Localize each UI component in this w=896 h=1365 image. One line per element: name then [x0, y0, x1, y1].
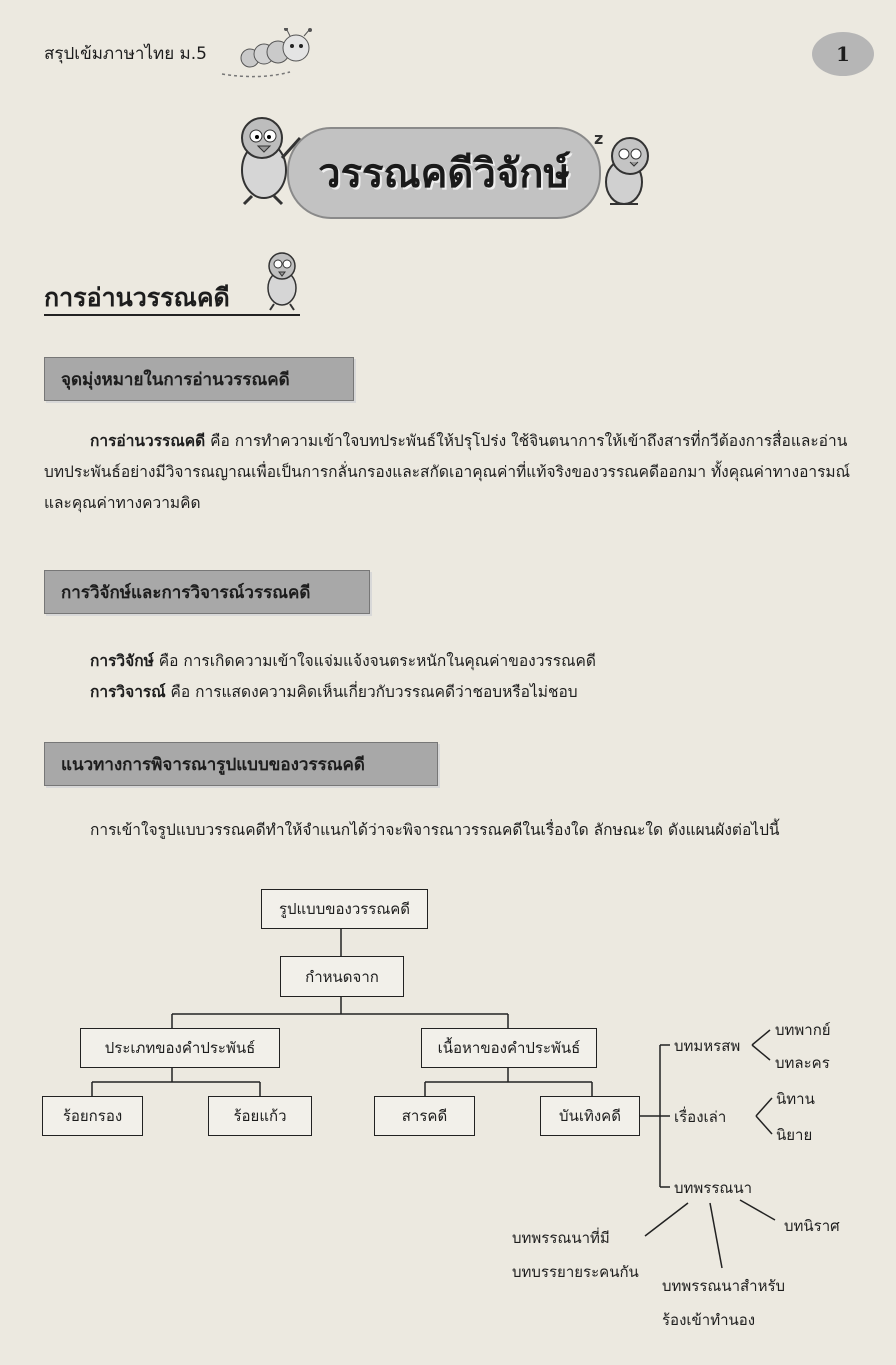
- diagram-prose: ร้อยแก้ว: [208, 1096, 312, 1136]
- subsection-heading-purpose: จุดมุ่งหมายในการอ่านวรรณคดี: [44, 357, 354, 401]
- diagram-fiction: บันเทิงคดี: [540, 1096, 640, 1136]
- diagram-determined-by: กำหนดจาก: [280, 956, 404, 997]
- diagram-descriptive-sung-1: บทพรรณนาสำหรับ: [662, 1277, 786, 1295]
- diagram-descriptive-sung-2: ร้องเข้าทำนอง: [662, 1311, 756, 1329]
- page-number: 1: [812, 32, 874, 76]
- diagram-nirat: บทนิราศ: [784, 1217, 840, 1235]
- diagram-descriptive-narrated-2: บทบรรยายระคนกัน: [512, 1263, 639, 1281]
- diagram-poetry: ร้อยกรอง: [42, 1096, 143, 1136]
- diagram-novel: นิยาย: [776, 1126, 813, 1144]
- diagram-tale: นิทาน: [776, 1090, 815, 1108]
- diagram-descriptive-narrated-1: บทพรรณนาที่มี: [512, 1229, 610, 1247]
- diagram-narrative: เรื่องเล่า: [674, 1108, 727, 1126]
- intro-text: การเข้าใจรูปแบบวรรณคดีทำให้จำแนกได้ว่าจะพิจารณาวรรณคดีในเรื่องใด ลักษณะใด ดังแผนผังต่อไปนี้: [90, 821, 780, 839]
- definition: คือ การแสดงความคิดเห็นเกี่ยวกับวรรณคดีว่าชอบหรือไม่ชอบ: [165, 683, 578, 701]
- diagram-type-branch: ประเภทของคำประพันธ์: [80, 1028, 280, 1068]
- definition: คือ การทำความเข้าใจบทประพันธ์ให้ปรุโปร่ง ใช้จินตนาการให้เข้าถึงสารที่กวีต้องการสื่อและอ่านบทประพันธ์อย่างมีวิจารณญาณเพื่อเป็นการกลั่นกรองและสกัดเอาคุณค่าที่แท้จริงของวรรณคดีออกมา ทั้งคุณค่าทางอารมณ์และคุณค่าทางความคิด: [44, 432, 850, 512]
- diagram-dialogue: บทพากย์: [775, 1021, 831, 1039]
- diagram-content-branch: เนื้อหาของคำประพันธ์: [421, 1028, 597, 1068]
- diagram-nonfiction: สารคดี: [374, 1096, 475, 1136]
- term: การอ่านวรรณคดี: [90, 432, 206, 450]
- svg-text:z: z: [594, 129, 604, 148]
- subsection-heading-forms: แนวทางการพิจารณารูปแบบของวรรณคดี: [44, 742, 438, 786]
- section-title: การอ่านวรรณคดี: [44, 283, 230, 312]
- subsection-heading-appreciation: การวิจักษ์และการวิจารณ์วรรณคดี: [44, 570, 370, 614]
- diagram-play: บทละคร: [775, 1054, 830, 1072]
- definition: คือ การเกิดความเข้าใจแจ่มแจ้งจนตระหนักในคุณค่าของวรรณคดี: [153, 652, 596, 670]
- chapter-title: วรรณคดีวิจักษ์: [287, 127, 601, 219]
- diagram-entertainment: บทมหรสพ: [674, 1037, 741, 1055]
- diagram-root: รูปแบบของวรรณคดี: [261, 889, 428, 929]
- running-header: สรุปเข้มภาษาไทย ม.5: [44, 44, 207, 64]
- term: การวิจารณ์: [90, 683, 166, 701]
- diagram-descriptive: บทพรรณนา: [674, 1179, 753, 1197]
- term: การวิจักษ์: [90, 652, 154, 670]
